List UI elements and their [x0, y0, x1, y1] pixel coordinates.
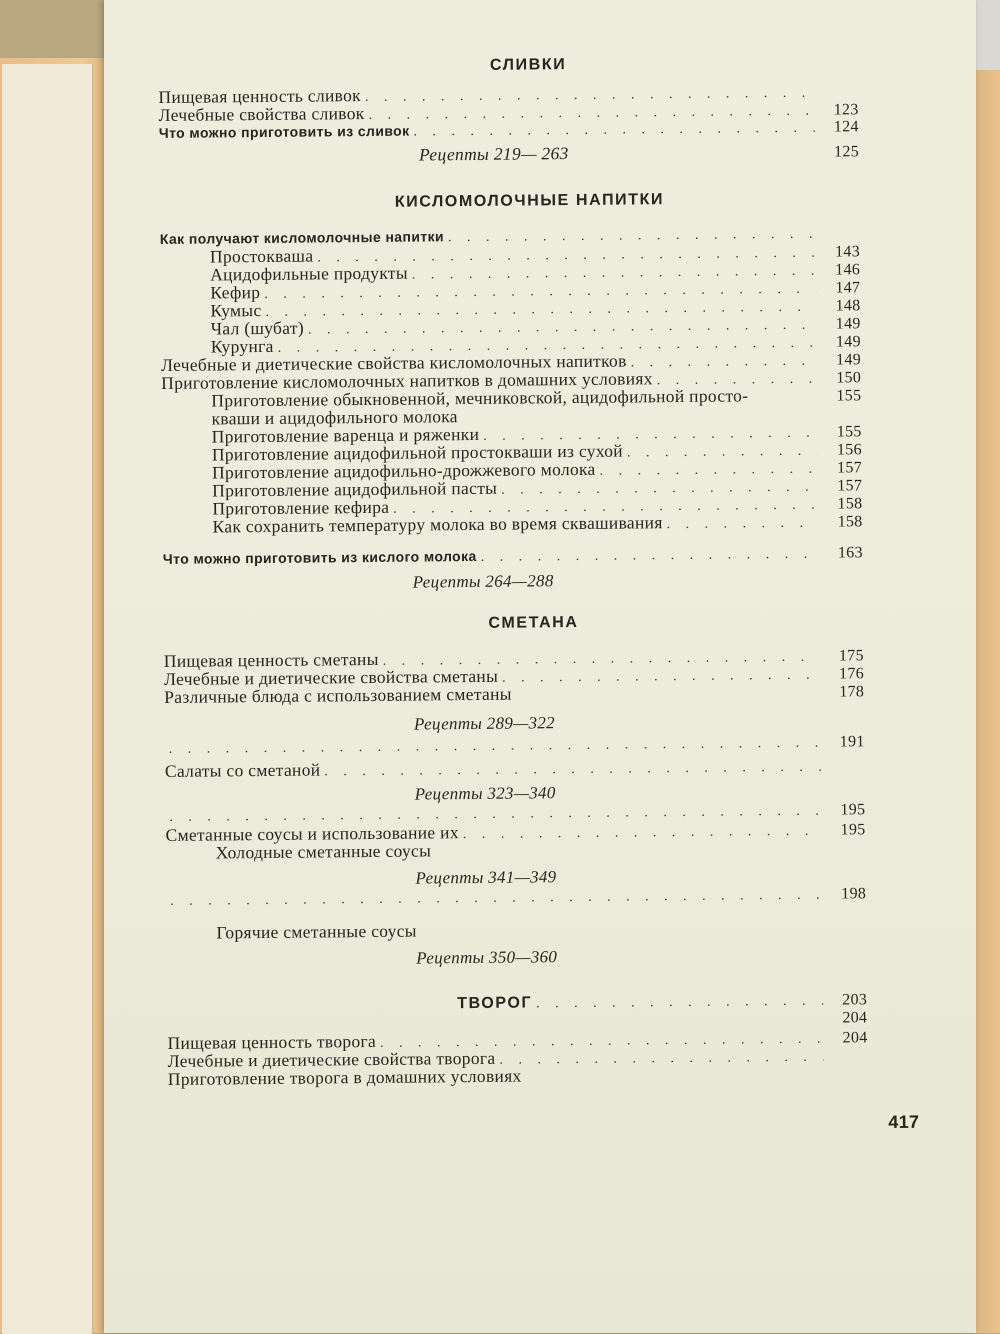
toc-entry: Приготовление ацидофильной простокваши из сухой . . . 156 — [162, 439, 862, 464]
section-title: КИСЛОМОЛОЧНЫЕ НАПИТКИ — [394, 191, 665, 211]
toc-entry: Лечебные свойства сливок . . . 123 — [159, 99, 859, 124]
toc-entry-continuation: кваши и ацидофильного молока — [211, 406, 458, 429]
toc-entry: Чал (шубат) . . . 149 — [161, 313, 861, 338]
book-page — [104, 0, 976, 1333]
previous-page-edge — [0, 58, 118, 1333]
toc-entry: Лечебные и диетические свойства творога . . . — [168, 1045, 868, 1070]
toc-entry: Кумыс . . . 148 — [160, 295, 860, 320]
toc-entry: Приготовление творога в домашних условиях — [167, 1065, 522, 1089]
recipes-range: Рецепты 350—360 — [416, 947, 558, 968]
recipes-range: Рецепты 323—340 — [414, 783, 556, 804]
toc-entry: Приготовление обыкновенной, мечниковской, ацидофильной просто- 155 — [211, 385, 862, 411]
toc-entry: Что можно приготовить из сливок . . . 124 — [159, 117, 859, 142]
section-title: СМЕТАНА — [488, 613, 579, 632]
toc-entry: Ацидофильные продукты . . . 146 — [160, 259, 860, 284]
recipes-range: Рецепты 264—288 — [412, 571, 554, 592]
toc-entry: . . . 195 — [165, 801, 865, 826]
recipes-range: Рецепты 219— 263 — [418, 143, 569, 165]
toc-entry: 204 — [842, 1009, 868, 1027]
section-title: ТВОРОГ — [457, 994, 533, 1013]
toc-entry: Приготовление варенца и ряженки . . . 155 — [162, 421, 862, 446]
toc-entry: Кефир . . . 147 — [160, 277, 860, 302]
recipes-range: Рецепты 289—322 — [413, 713, 556, 734]
section-title: СЛИВКИ — [489, 56, 567, 74]
table-of-contents — [158, 43, 920, 1133]
toc-entry: Приготовление ацидофильно-дрожжевого молока . . . 157 — [162, 457, 862, 482]
toc-entry: Горячие сметанные соусы — [216, 920, 417, 943]
toc-entry: Салаты со сметаной . . . — [165, 755, 865, 780]
toc-entry: Пищевая ценность творога . . . 204 — [167, 1027, 867, 1052]
toc-entry: Холодные сметанные соусы — [215, 840, 432, 863]
toc-entry: ТВОРОГ . . . 203 — [167, 991, 867, 1016]
toc-entry: . . . 191 — [165, 733, 865, 758]
toc-entry: . . . 198 — [166, 885, 866, 910]
toc-entry: Сметанные соусы и использование их . . . 195 — [165, 819, 865, 844]
toc-entry: Как получают кисломолочные напитки . . . — [160, 223, 860, 248]
toc-entry: Приготовление кефира . . . 158 — [162, 493, 862, 518]
toc-entry: Лечебные и диетические свойства сметаны . . . 176 — [164, 663, 864, 688]
toc-entry: Простокваша . . . 143 — [160, 241, 860, 266]
toc-entry: Приготовление кисломолочных напитков в домашних условиях . . . 150 — [161, 367, 861, 392]
toc-entry: Пищевая ценность сливок . . . — [158, 81, 858, 106]
toc-entry: Лечебные и диетические свойства кисломолочных напитков . . . 149 — [161, 349, 861, 374]
toc-entry: Курунга . . . 149 — [161, 331, 861, 356]
toc-entry: Рецепты 219— 263 125 — [418, 143, 860, 165]
toc-entry: Как сохранить температуру молока во время сквашивания . . . 158 — [162, 511, 862, 536]
toc-entry: Различные блюда с использованием сметаны 178 — [164, 683, 865, 707]
toc-entry: Пищевая ценность сметаны . . . 175 — [164, 645, 864, 670]
page-number: 417 — [888, 1111, 920, 1133]
recipes-range: Рецепты 341—349 — [415, 867, 557, 888]
toc-entry: Что можно приготовить из кислого молока . . . 163 — [163, 543, 863, 568]
toc-entry: Приготовление ацидофильной пасты . . . 157 — [162, 475, 862, 500]
